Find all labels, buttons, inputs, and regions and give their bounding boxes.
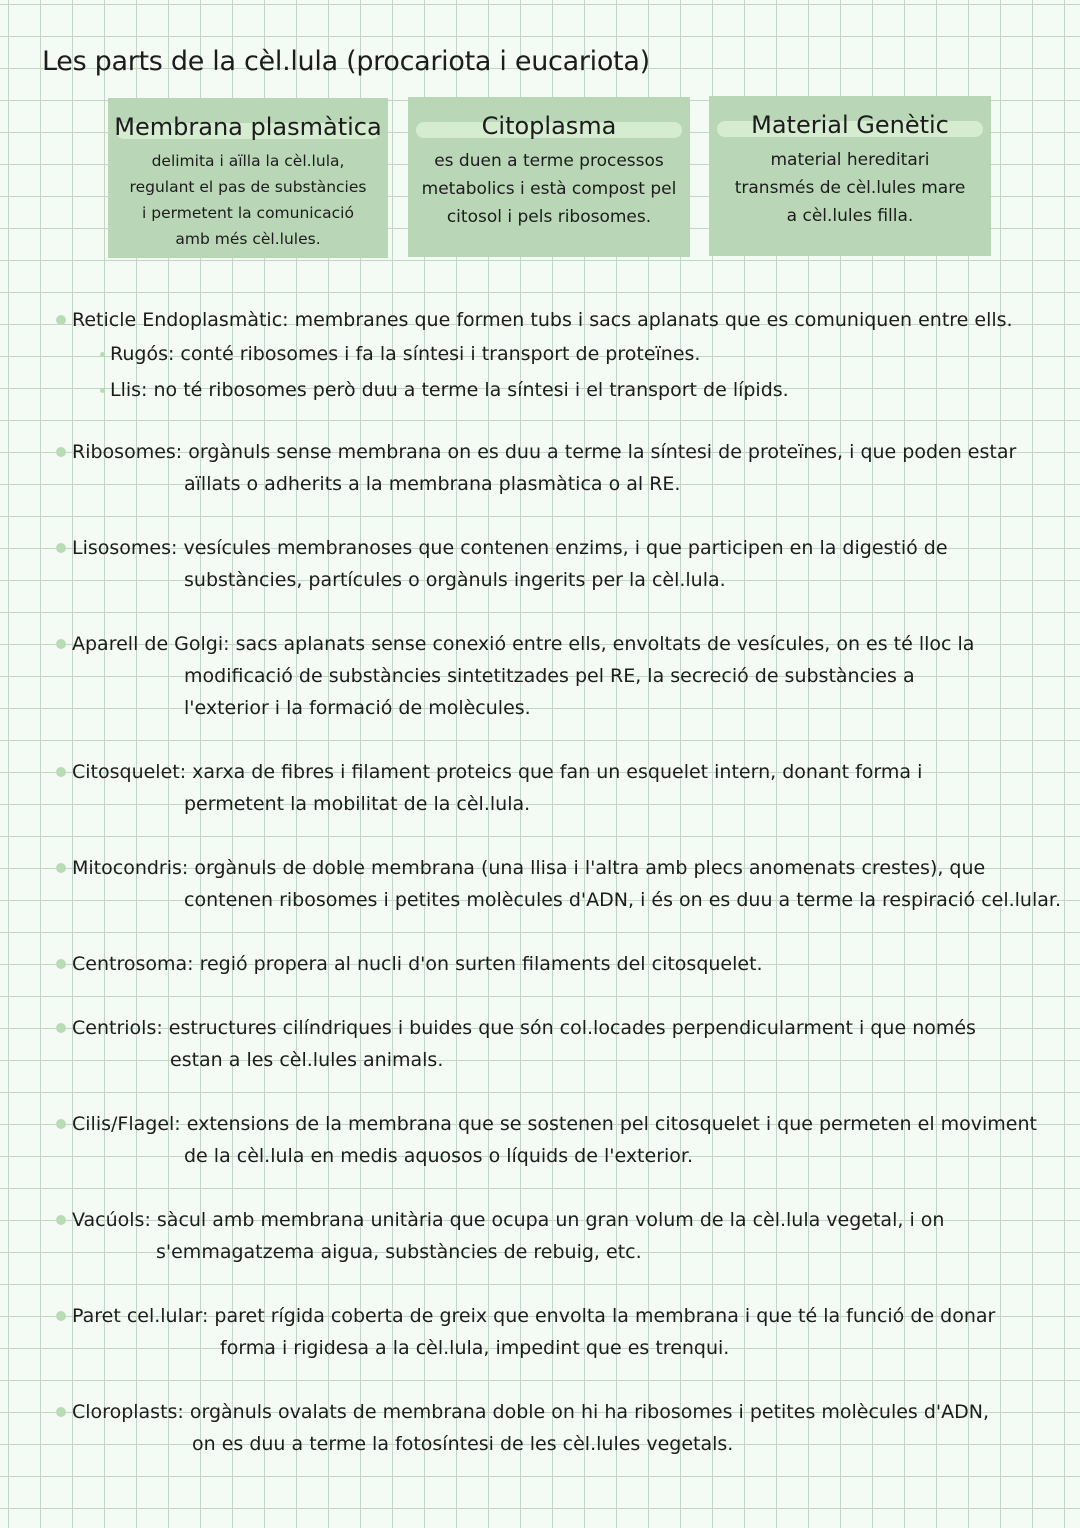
subitem-rugos: Rugós: conté ribosomes i fa la síntesi i transport de proteïnes. [100, 338, 700, 370]
bullet-icon [56, 959, 66, 969]
bullet-icon [56, 863, 66, 873]
box-text-line: es duen a terme processos [434, 151, 664, 171]
bullet-icon [56, 447, 66, 457]
citoplasma-box [408, 97, 690, 257]
box-text-line: transmés de cèl.lules mare [734, 178, 966, 198]
box-text-line: a cèl.lules filla. [786, 206, 914, 226]
item-aparell-de-golgi: Aparell de Golgi: sacs aplanats sense conexió entre ells, envoltats de vesícules, on es té lloc la modificació de substàncies sintetitzades pel RE, la secreció de substàncies a l'exterior i la formació de molècules. [56, 628, 974, 724]
bullet-icon [56, 1215, 66, 1225]
bullet-icon [56, 315, 66, 325]
box-text-line: amb més cèl.lules. [175, 230, 321, 248]
box-text-line: i permetent la comunicació [142, 204, 354, 222]
item-mitocondris: Mitocondris: orgànuls de doble membrana (una llisa i l'altra amb plecs anomenats crestes), que contenen ribosomes i petites molècules d'ADN, i és on es duu a terme la respiració cel.lular. [56, 852, 1061, 916]
box-text-line: material hereditari [770, 150, 930, 170]
bullet-icon [100, 388, 105, 393]
item-cilis-flagel: Cilis/Flagel: extensions de la membrana que se sostenen pel citosquelet i que permeten el moviment de la cèl.lula en medis aquosos o líquids de l'exterior. [56, 1108, 1037, 1172]
box-text-line: metabolics i està compost pel [421, 179, 677, 199]
page-title: Les parts de la cèl.lula (procariota i eucariota) [42, 46, 650, 77]
box-heading: Material Genètic [751, 111, 949, 139]
item-lisosomes: Lisosomes: vesícules membranoses que contenen enzims, i que participen en la digestió de substàncies, partícules o orgànuls ingerits per la cèl.lula. [56, 532, 948, 596]
box-text-line: citosol i pels ribosomes. [446, 207, 652, 227]
box-text-line: delimita i aïlla la cèl.lula, [151, 152, 345, 170]
item-citosquelet: Citosquelet: xarxa de fibres i filament proteics que fan un esquelet intern, donant forma i permetent la mobilitat de la cèl.lula. [56, 756, 922, 820]
item-cloroplasts: Cloroplasts: orgànuls ovalats de membrana doble on hi ha ribosomes i petites molècules d'ADN, on es duu a terme la fotosíntesi de les cèl.lules vegetals. [56, 1396, 989, 1460]
box-heading: Membrana plasmàtica [114, 113, 382, 141]
bullet-icon [56, 639, 66, 649]
item-ribosomes: Ribosomes: orgànuls sense membrana on es duu a terme la síntesi de proteïnes, i que poden estar aïllats o adherits a la membrana plasmàtica o al RE. [56, 436, 1016, 500]
item-centriols: Centriols: estructures cilíndriques i buides que són col.locades perpendicularment i que només estan a les cèl.lules animals. [56, 1012, 976, 1076]
box-heading: Citoplasma [481, 112, 617, 140]
item-vacuols: Vacúols: sàcul amb membrana unitària que ocupa un gran volum de la cèl.lula vegetal, i on s'emmagatzema aigua, substàncies de rebuig, etc. [56, 1204, 944, 1268]
material-genetic-box [709, 96, 991, 256]
box-text-line: regulant el pas de substàncies [129, 178, 367, 196]
bullet-icon [100, 352, 105, 357]
bullet-icon [56, 767, 66, 777]
bullet-icon [56, 1023, 66, 1033]
bullet-icon [56, 1311, 66, 1321]
item-centrosoma: Centrosoma: regió propera al nucli d'on surten filaments del citosquelet. [56, 948, 763, 980]
item-paret-cellular: Paret cel.lular: paret rígida coberta de greix que envolta la membrana i que té la funció de donar forma i rigidesa a la cèl.lula, impedint que es trenqui. [56, 1300, 995, 1364]
item-reticle-endoplasmatic: Reticle Endoplasmàtic: membranes que formen tubs i sacs aplanats que es comuniquen entre ells. [56, 304, 1013, 336]
membrana-plasmatica-box [108, 98, 388, 258]
bullet-icon [56, 1407, 66, 1417]
bullet-icon [56, 1119, 66, 1129]
subitem-llis: Llis: no té ribosomes però duu a terme la síntesi i el transport de lípids. [100, 374, 789, 406]
bullet-icon [56, 543, 66, 553]
